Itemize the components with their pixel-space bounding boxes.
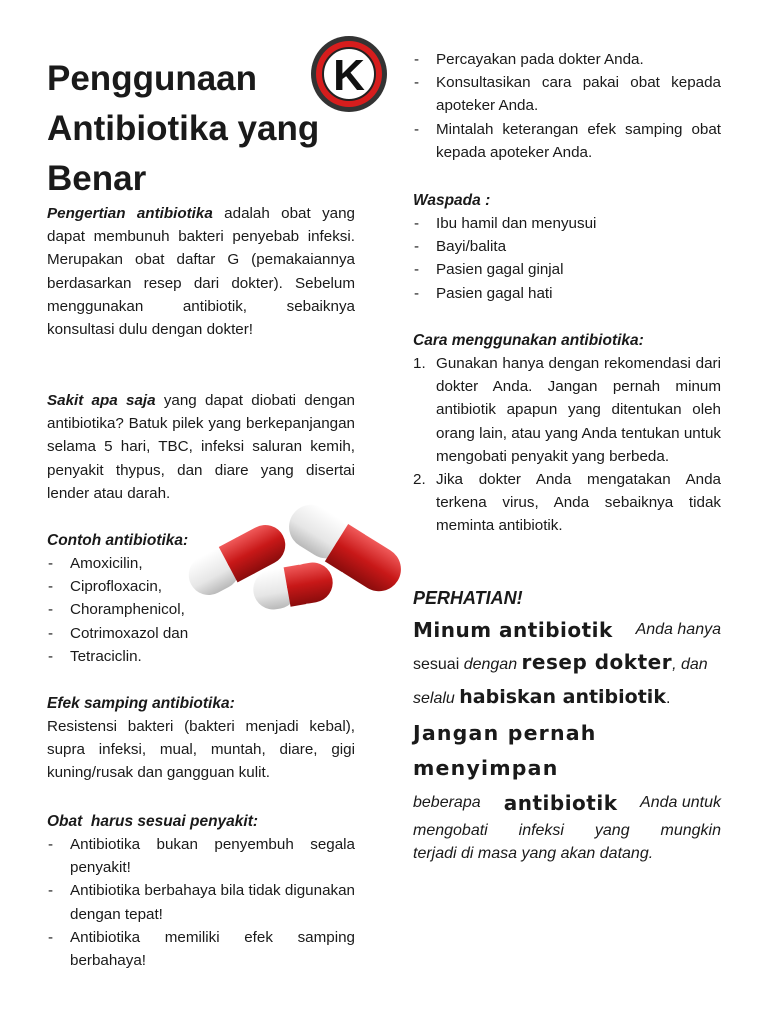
list-item: - Pasien gagal hati: [413, 282, 721, 305]
perhatian-l5-a: beberapa: [413, 794, 486, 811]
list-number: 2.: [413, 471, 426, 489]
perhatian-l1-rest: Anda hanya: [631, 621, 721, 638]
perhatian-l3-c: .: [665, 690, 671, 707]
list-item: - Tetraciclin.: [47, 645, 355, 668]
list-item: - Ciprofloxacin,: [47, 575, 355, 598]
obat-list: [47, 833, 355, 972]
perhatian-l2-bold: resep dokter: [521, 650, 673, 674]
perhatian-line-5: [413, 787, 721, 819]
pengertian-paragraph: [47, 202, 355, 341]
waspada-heading: Waspada :: [413, 192, 491, 209]
perhatian-l2-a: sesuai: [413, 656, 464, 673]
perhatian-line-1: [413, 614, 721, 646]
cara-list: [413, 352, 721, 538]
contoh-heading: Contoh antibiotika:: [47, 532, 189, 549]
contoh-section: [47, 529, 355, 668]
list-item: - Cotrimoxazol dan: [47, 622, 355, 645]
perhatian-line-6: mengobati infeksi yang mungkin: [413, 822, 721, 839]
perhatian-l3-a: selalu: [413, 690, 460, 707]
list-item: - Bayi/balita: [413, 235, 721, 258]
perhatian-l1-bold: Minum antibiotik: [413, 618, 613, 642]
efek-heading: Efek samping antibiotika:: [47, 695, 235, 712]
list-item: [413, 468, 721, 538]
pengertian-text: adalah obat yang dapat membunuh bakteri penyebab infeksi. Merupakan obat daftar G (pemakaiannya berdasarkan resep dari dokter). Sebelum menggunakan antibiotik, sebaiknya konsultasi dulu dengan dokter!: [47, 205, 356, 339]
sakit-lead: Sakit apa saja: [47, 392, 156, 409]
list-item: - Pasien gagal ginjal: [413, 258, 721, 281]
list-item: - Antibiotika memiliki efek samping berbahaya!: [47, 926, 355, 972]
list-item: [413, 352, 721, 468]
perhatian-line-2: [413, 646, 721, 681]
list-number: 1.: [413, 355, 426, 372]
perhatian-line-4: [413, 717, 721, 787]
pengertian-lead: Pengertian antibiotika: [47, 205, 213, 222]
list-item: - Konsultasikan cara pakai obat kepada apoteker Anda.: [413, 71, 721, 117]
list-item: - Ibu hamil dan menyusui: [413, 212, 721, 235]
waspada-list: [413, 212, 721, 305]
perhatian-l5-bold: antibiotik: [503, 791, 618, 815]
page-title: Penggunaan Antibiotika yang Benar: [47, 59, 320, 198]
perhatian-l2-b: dengan: [463, 656, 522, 673]
perhatian-l4-bold: Jangan pernah menyimpan: [413, 721, 597, 780]
cara-section: [413, 329, 721, 538]
list-text: Jika dokter Anda mengatakan Anda terkena virus, Anda sebaiknya tidak meminta antibiotik.: [436, 471, 721, 535]
advice-list: [413, 48, 721, 164]
logo-letter: K: [333, 51, 365, 100]
list-item: - Mintalah keterangan efek samping obat kepada apoteker Anda.: [413, 118, 721, 164]
cara-heading: Cara menggunakan antibiotika:: [413, 332, 644, 349]
list-item: - Percayakan pada dokter Anda.: [413, 48, 721, 71]
obat-section: [47, 810, 355, 972]
perhatian-heading: PERHATIAN!: [413, 588, 523, 608]
list-item: - Antibiotika berbahaya bila tidak digunakan dengan tepat!: [47, 879, 355, 925]
list-text: Gunakan hanya dengan rekomendasi dari dokter Anda. Jangan pernah minum antibiotik apapun yang ditentukan oleh orang lain, atau yang Anda tentukan untuk mengobati penyakit yang berbeda.: [436, 355, 721, 465]
list-item: - Antibiotika bukan penyembuh segala penyakit!: [47, 833, 355, 879]
efek-section: [47, 692, 355, 785]
perhatian-line-7: terjadi di masa yang akan datang.: [413, 845, 654, 862]
perhatian-line-3: [413, 681, 721, 715]
list-item: - Choramphenicol,: [47, 598, 355, 621]
perhatian-l5-c: Anda untuk: [636, 794, 721, 811]
waspada-section: [413, 189, 721, 305]
contoh-list: [47, 552, 355, 668]
sakit-paragraph: [47, 389, 355, 505]
perhatian-section: [413, 585, 721, 865]
sakit-text: yang dapat diobati dengan antibiotika? Batuk pilek yang berkepanjangan selama 5 hari, TBC, infeksi saluran kemih, penyakit thypus, dan diare yang disertai lender atau darah.: [47, 392, 355, 502]
list-item: - Amoxicilin,: [47, 552, 355, 575]
perhatian-l2-c: , dan: [672, 656, 708, 673]
obat-keras-logo: [309, 34, 389, 114]
efek-text: Resistensi bakteri (bakteri menjadi kebal), supra infeksi, mual, muntah, diare, gigi kuning/rusak dan gangguan kulit.: [47, 718, 355, 782]
perhatian-l3-bold: habiskan antibiotik: [459, 686, 666, 708]
obat-heading: Obat harus sesuai penyakit:: [47, 813, 259, 830]
